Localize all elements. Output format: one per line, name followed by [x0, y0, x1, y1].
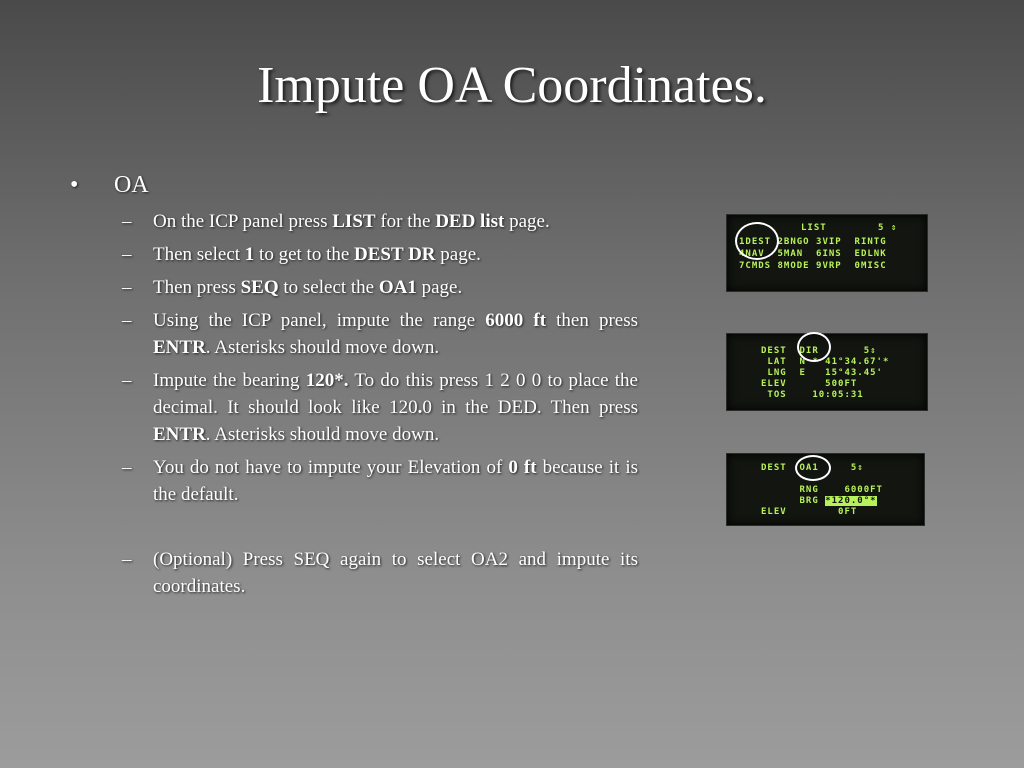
instruction-fragment: To do this press 1 2 0 0 to place the decimal. It should look like 120: [153, 370, 638, 418]
instruction-text: [153, 367, 638, 448]
instruction-text: [153, 274, 638, 301]
instruction-fragment: because it is the default.: [153, 457, 639, 505]
ded-list-row: 1DEST 2BNGO 3VIP RINTG: [739, 237, 887, 247]
instruction-text: [153, 546, 638, 600]
instruction-item: [122, 546, 638, 600]
instruction-list: [122, 208, 638, 606]
dash-marker: –: [122, 310, 132, 331]
emphasis-text: 1: [244, 244, 255, 265]
instruction-fragment: Using the ICP panel, impute the range: [153, 310, 486, 331]
dash-marker: –: [122, 549, 132, 570]
instruction-fragment: to get to the: [254, 244, 355, 265]
main-bullet: [70, 172, 149, 199]
ded-dest-row: TOS 10:05:31: [761, 390, 864, 400]
instruction-fragment: Then select: [153, 244, 245, 265]
instruction-text: [153, 241, 638, 268]
instruction-fragment: . Asterisks should move down.: [205, 337, 440, 358]
highlight-circle: [795, 455, 831, 481]
instruction-fragment: then press: [546, 310, 638, 331]
ded-dest-row: LNG E 15°43.45': [761, 368, 883, 378]
ded-list-header: LIST 5 ⇕: [801, 223, 898, 233]
ded-oa-row: RNG 6000FT: [761, 485, 883, 495]
ded-dest-row: DEST DIR 5⇕: [761, 346, 877, 356]
instruction-fragment: On the ICP panel press: [153, 211, 333, 232]
ded-oa-display: [726, 453, 925, 526]
instruction-fragment: You do not have to impute your Elevation of: [153, 457, 509, 478]
instruction-fragment: page.: [435, 244, 481, 265]
emphasis-text: ENTR: [153, 337, 206, 358]
highlight-circle: [797, 332, 831, 362]
instruction-fragment: Then press: [153, 277, 241, 298]
emphasis-text: OA1: [378, 277, 417, 298]
instruction-item: [122, 367, 638, 448]
dash-marker: –: [122, 370, 132, 391]
dash-marker: –: [122, 244, 132, 265]
ded-oa-row: ELEV 0FT: [761, 507, 858, 517]
dash-marker: –: [122, 211, 132, 232]
instruction-text: [153, 454, 638, 508]
instruction-text: [153, 208, 638, 235]
emphasis-text: 120*.: [305, 370, 349, 391]
slide-title: Impute OA Coordinates.: [257, 57, 767, 114]
emphasis-text: 0 ft: [508, 457, 537, 478]
emphasis-text: DEST DR: [354, 244, 436, 265]
highlight-circle: [735, 222, 779, 260]
instruction-fragment: (Optional) Press SEQ again to select OA2 and impute its coordinates.: [153, 549, 638, 597]
ded-dest-row: LAT N * 41°34.67'*: [761, 357, 890, 367]
ded-oa-brg-label: BRG: [761, 496, 826, 506]
ded-list-row: 7CMDS 8MODE 9VRP 0MISC: [739, 261, 887, 271]
ded-list-row: 4NAV 5MAN 6INS EDLNK: [739, 249, 887, 259]
dash-marker: –: [122, 457, 132, 478]
emphasis-text: LIST: [332, 211, 376, 232]
instruction-fragment: page.: [416, 277, 463, 298]
ded-dest-display: [726, 333, 928, 411]
ded-oa-row: [761, 496, 877, 506]
instruction-fragment: Impute the bearing: [153, 370, 306, 391]
ded-oa-row: DEST OA1 5⇕: [761, 463, 864, 473]
instruction-item: [122, 454, 638, 508]
instruction-fragment: . Asterisks should move down.: [205, 424, 440, 445]
bullet-marker: •: [70, 172, 79, 198]
ded-dest-row: ELEV 500FT: [761, 379, 858, 389]
emphasis-text: SEQ: [240, 277, 279, 298]
bullet-label: OA: [114, 172, 149, 198]
ded-oa-brg-value: *120.0°*: [825, 496, 877, 506]
instruction-fragment: 0 in the DED. Then press: [422, 397, 638, 418]
ded-list-display: [726, 214, 928, 292]
emphasis-text: ENTR: [153, 424, 206, 445]
instruction-item: [122, 307, 638, 361]
instruction-fragment: to select the: [278, 277, 379, 298]
emphasis-text: 6000 ft: [485, 310, 547, 331]
instruction-item: [122, 241, 638, 268]
emphasis-text: DED list: [435, 211, 505, 232]
instruction-fragment: page.: [504, 211, 550, 232]
instruction-item: [122, 274, 638, 301]
instruction-fragment: for the: [375, 211, 436, 232]
emphasis-text: .: [417, 397, 423, 418]
instruction-item: [122, 208, 638, 235]
instruction-text: [153, 307, 638, 361]
dash-marker: –: [122, 277, 132, 298]
